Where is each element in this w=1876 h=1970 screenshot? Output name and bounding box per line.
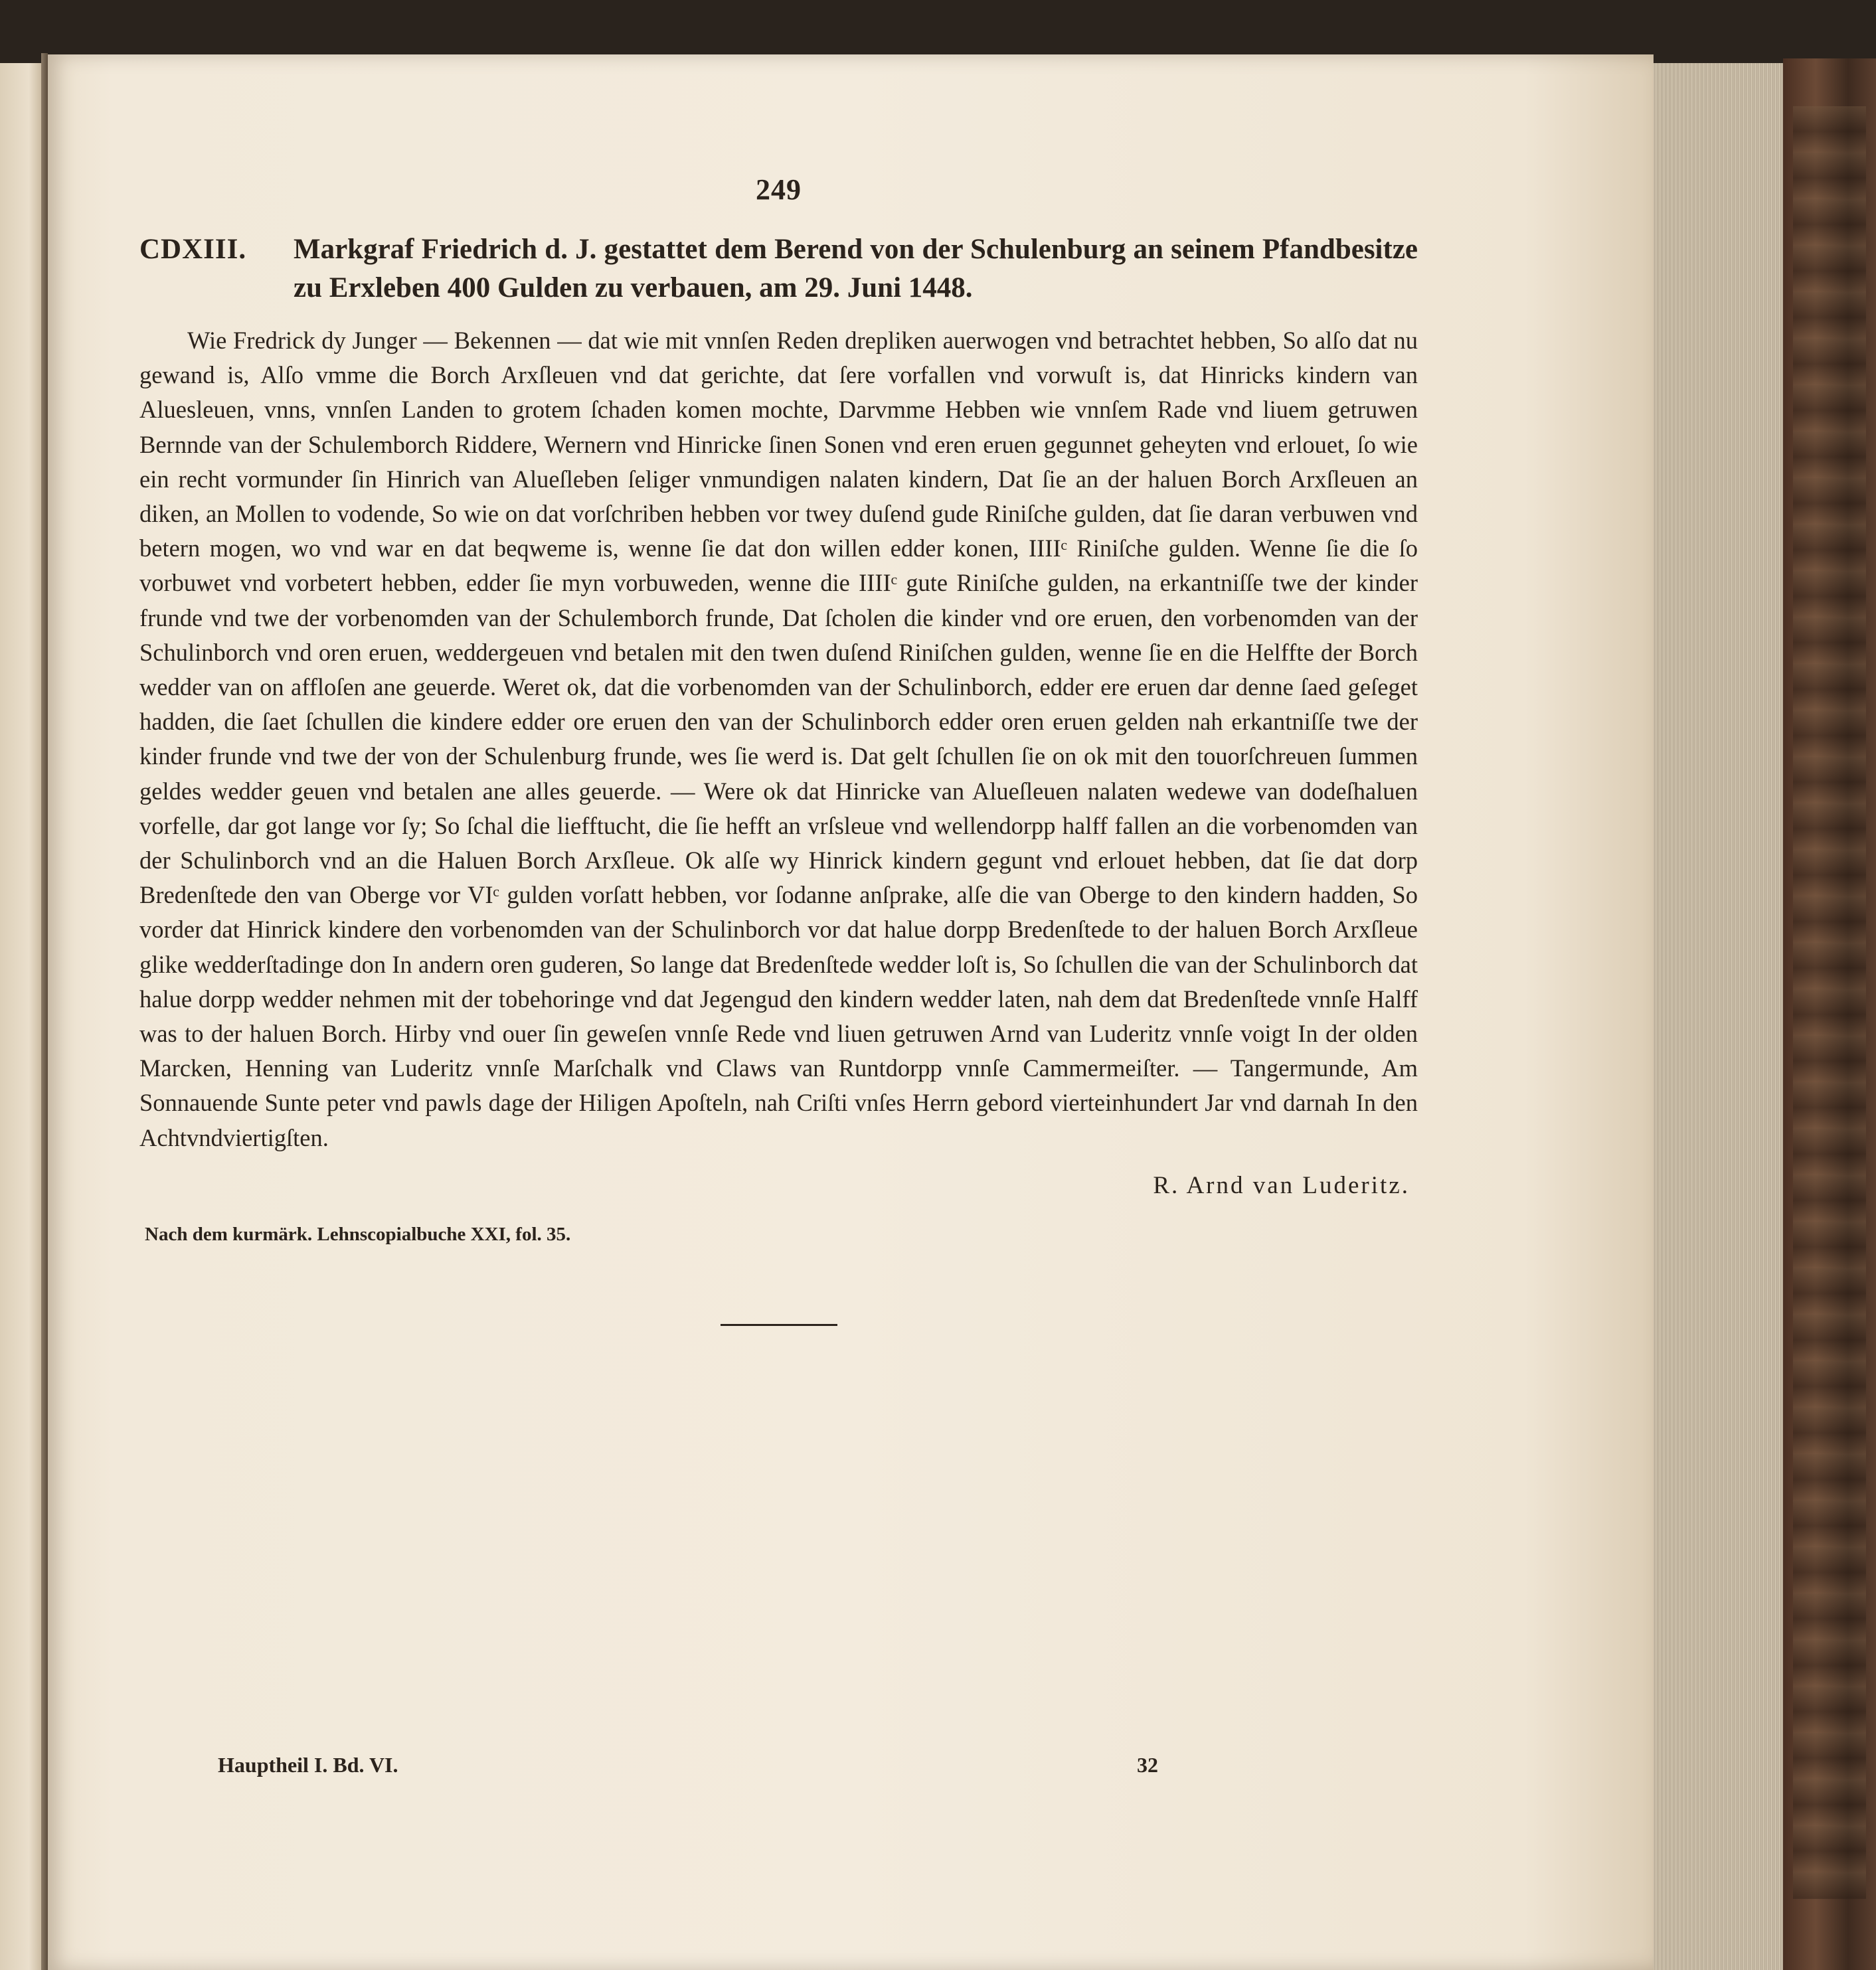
- page-block-edges: [1654, 63, 1783, 1970]
- section-divider: [721, 1324, 837, 1326]
- facing-page-edge: [0, 63, 41, 1970]
- signature-line: R. Arnd van Luderitz.: [1153, 1171, 1410, 1199]
- document-number: CDXIII.: [139, 234, 247, 265]
- document-body: Wie Fredrick dy Junger — Bekennen — dat wie mit vnnſen Reden drepliken auerwogen vnd betrachtet hebben, So alſo dat nu gewand is, Alſo vmme die Borch Arxſleuen vnd dat gerichte, dat ſere vorfallen vnd vorwuſt is, dat Hinricks kindern van Aluesleuen, vnns, vnnſen Landen to grotem ſchaden komen mochte, Darvmme Hebben wie vnnſem Rade vnd liuem getruwen Bernnde van der Schulemborch Riddere, Wernern vnd Hinricke ſinen Sonen vnd eren eruen gegunnet geheyten vnd erlouet, ſo wie ein recht vormunder ſin Hinrich van Alueſleben ſeliger vnmundigen nalaten kindern, Dat ſie an der haluen Borch Arxſleuen an diken, an Mollen to vodende, So wie on dat vorſchriben hebben vor twey duſend gude Riniſche gulden, dat ſie daran verbuwen vnd betern mogen, wo vnd war en dat beqweme is, wenne ſie dat don willen edder konen, IIIIᶜ Riniſche gulden. Wenne ſie die ſo vorbuwet vnd vorbetert hebben, edder ſie myn vorbuweden, wenne die IIIIᶜ gute Riniſche gulden, na erkantniſſe twe der kinder frunde vnd twe der vorbenomden van der Schulemborch frunde, Dat ſcholen die kinder vnd ore eruen, den vorbenomden van der Schulinborch vnd oren eruen, weddergeuen vnd betalen mit den twen duſend Riniſchen gulden, wenne ſie en die Helffte der Borch wedder van on affloſen ane geuerde. Weret ok, dat die vorbenomden van der Schulinborch, edder ere eruen dar denne ſaed geſeget hadden, die ſaet ſchullen die kindere edder ore eruen den van der Schulinborch edder oren eruen gelden nah erkantniſſe twe der kinder frunde vnd twe der von der Schulenburg frunde, wes ſie werd is. Dat gelt ſchullen ſie on ok mit den touorſchreuen ſummen geldes wedder geuen vnd betalen ane alles geuerde. — Were ok dat Hinricke van Alueſleuen nalaten wedewe van dodeſhaluen vorfelle, dar got lange vor ſy; So ſchal die liefftucht, die ſie hefft an vrſsleue vnd wellendorpp halff fallen an die vorbenomden van der Schulinborch vnd an die Haluen Borch Arxſleue. Ok alſe wy Hinrick kindern gegunt vnd erlouet hebben, dat ſie dat dorp Bredenſtede den van Oberge vor VIᶜ gulden vorſatt hebben, vor ſodanne anſprake, alſe die van Oberge to den kindern hadden, So vorder dat Hinrick kindere den vorbenomden van der Schulinborch vor dat halue dorpp Bredenſtede to der haluen Borch Arxſleue glike wedderſtadinge don In andern oren guderen, So lange dat Bredenſtede wedder loſt is, So ſchullen die van der Schulinborch dat halue dorpp wedder nehmen mit der tobehoringe vnd dat Jegengud den kindern wedder laten, nah dem dat Bredenſtede vnnſe Halff was to der haluen Borch. Hirby vnd ouer ſin geweſen vnnſe Rede vnd liuen getruwen Arnd van Luderitz vnnſe voigt In der olden Marcken, Henning van Luderitz vnnſe Marſchalk vnd Claws van Runtdorpp vnnſe Cammermeiſter. — Tangermunde, Am Sonnauende Sunte peter vnd pawls dage der Hiligen Apoſteln, nah Criſti vnſes Herrn gebord vierteinhundert Jar vnd darnah In den Achtvndviertigſten.: [139, 327, 1418, 1151]
- page-number: 249: [756, 173, 802, 206]
- cover-texture: [1793, 106, 1866, 1899]
- document-heading: [139, 230, 1418, 307]
- footer-volume: Hauptheil I. Bd. VI.: [218, 1753, 398, 1777]
- source-note: Nach dem kurmärk. Lehnscopialbuche XXI, fol. 35.: [145, 1223, 571, 1245]
- page-footer: [139, 1753, 1418, 1793]
- page-content: [139, 173, 1418, 1326]
- book-gutter: [41, 53, 48, 1970]
- document-title: Markgraf Friedrich d. J. gestattet dem Berend von der Schulenburg an seinem Pfandbesitze zu Erxleben 400 Gulden zu verbauen, am 29. Juni 1448.: [294, 234, 1418, 303]
- footer-signature-mark: 32: [1137, 1753, 1158, 1777]
